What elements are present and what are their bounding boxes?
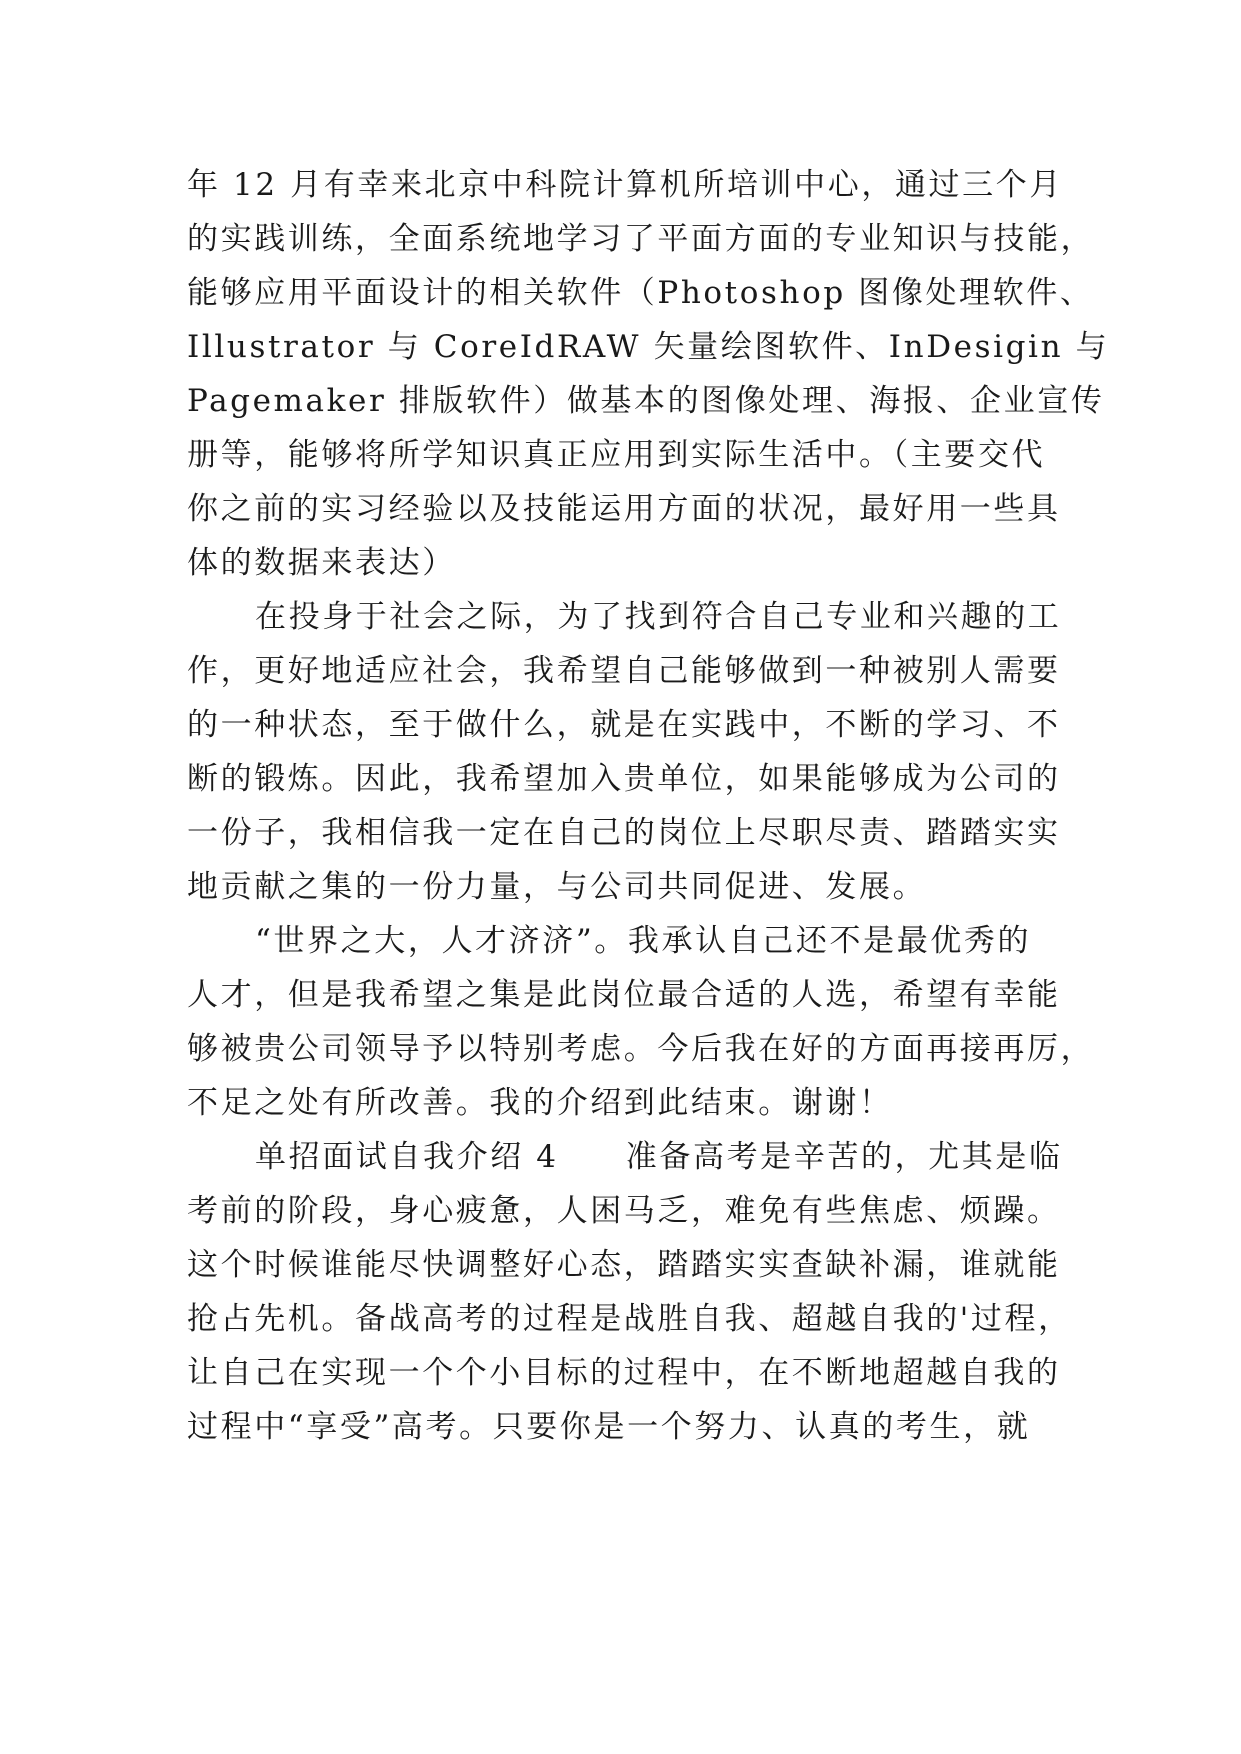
text-line: 年 12 月有幸来北京中科院计算机所培训中心，通过三个月 [187,167,1063,203]
text-line: 单招面试自我介绍 4 准备高考是辛苦的，尤其是临 [255,1139,1063,1175]
text-line: 让自己在实现一个个小目标的过程中，在不断地超越自我的 [187,1355,1061,1391]
text-line: 人才，但是我希望之集是此岗位最合适的人选，希望有幸能 [187,977,1061,1013]
text-line: “世界之大，人才济济”。我承认自己还不是最优秀的 [255,923,1032,959]
text-line: 这个时候谁能尽快调整好心态，踏踏实实查缺补漏，谁就能 [187,1247,1061,1283]
document-body [187,158,1110,1454]
text-line: 地贡献之集的一份力量，与公司共同促进、发展。 [187,869,927,905]
text-line: 体的数据来表达） [187,545,456,581]
text-line: 的一种状态，至于做什么，就是在实践中，不断的学习、不 [187,707,1061,743]
text-line: 不足之处有所改善。我的介绍到此结束。谢谢！ [187,1085,893,1121]
text-line: Illustrator 与 CoreIdRAW 矢量绘图软件、InDesigin 与 [187,329,1110,365]
text-line: 册等，能够将所学知识真正应用到实际生活中。（主要交代 [187,437,1046,473]
text-line: 作，更好地适应社会，我希望自己能够做到一种被别人需要 [187,653,1061,689]
text-line: 抢占先机。备战高考的过程是战胜自我、超越自我的'过程， [187,1301,1072,1337]
text-line: 够被贵公司领导予以特别考虑。今后我在好的方面再接再厉， [187,1031,1095,1067]
text-line: 在投身于社会之际，为了找到符合自己专业和兴趣的工 [255,599,1062,635]
text-line: 考前的阶段，身心疲惫，人困马乏，难免有些焦虑、烦躁。 [187,1193,1061,1229]
text-line: 过程中“享受”高考。只要你是一个努力、认真的考生，就 [187,1409,1031,1445]
text-line: 一份子，我相信我一定在自己的岗位上尽职尽责、踏踏实实 [187,815,1061,851]
text-line: 能够应用平面设计的相关软件（Photoshop 图像处理软件、 [187,275,1094,311]
text-line: 你之前的实习经验以及技能运用方面的状况，最好用一些具 [187,491,1061,527]
text-line: 断的锻炼。因此，我希望加入贵单位，如果能够成为公司的 [187,761,1061,797]
text-line: 的实践训练，全面系统地学习了平面方面的专业知识与技能， [187,221,1095,257]
text-line: Pagemaker 排版软件）做基本的图像处理、海报、企业宣传 [187,383,1105,419]
